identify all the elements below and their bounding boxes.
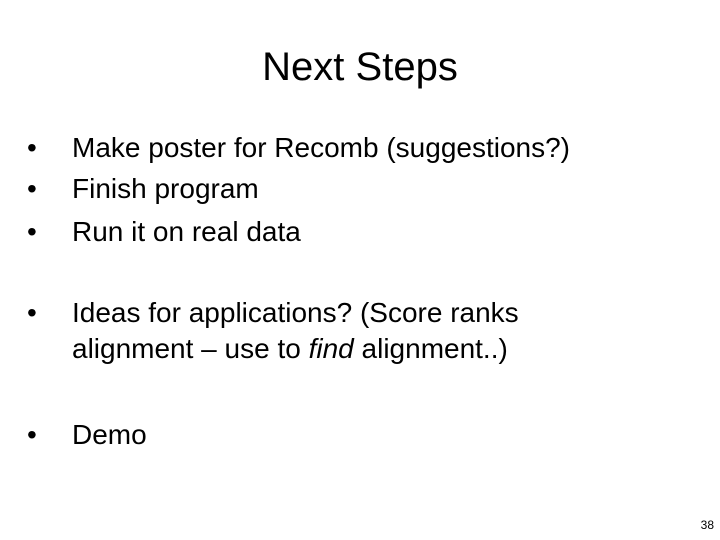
list-item [27, 167, 697, 211]
bullet-icon: • [27, 132, 37, 163]
list-item-text: Demo [72, 419, 147, 450]
list-item-line-2-start: alignment – use to [72, 333, 309, 364]
list-item-line-2-end: alignment..) [353, 333, 508, 364]
list-item-text: Finish program [72, 173, 259, 204]
bullet-icon: • [27, 216, 37, 247]
slide-title: Next Steps [262, 45, 458, 89]
bullet-icon: • [27, 173, 37, 204]
emphasized-word: find [308, 333, 354, 364]
list-item-text [72, 295, 697, 367]
list-item-text: Run it on real data [72, 216, 301, 247]
list-item [27, 295, 697, 367]
page-number: 38 [700, 518, 714, 532]
list-item-line-2 [72, 331, 697, 367]
bullet-icon: • [27, 419, 37, 450]
list-item-text: Make poster for Recomb (suggestions?) [72, 132, 570, 163]
bullet-icon: • [27, 297, 37, 328]
list-item [27, 210, 697, 254]
list-item [27, 413, 697, 457]
list-item [27, 126, 697, 170]
list-item-line-1: Ideas for applications? (Score ranks [72, 297, 519, 328]
